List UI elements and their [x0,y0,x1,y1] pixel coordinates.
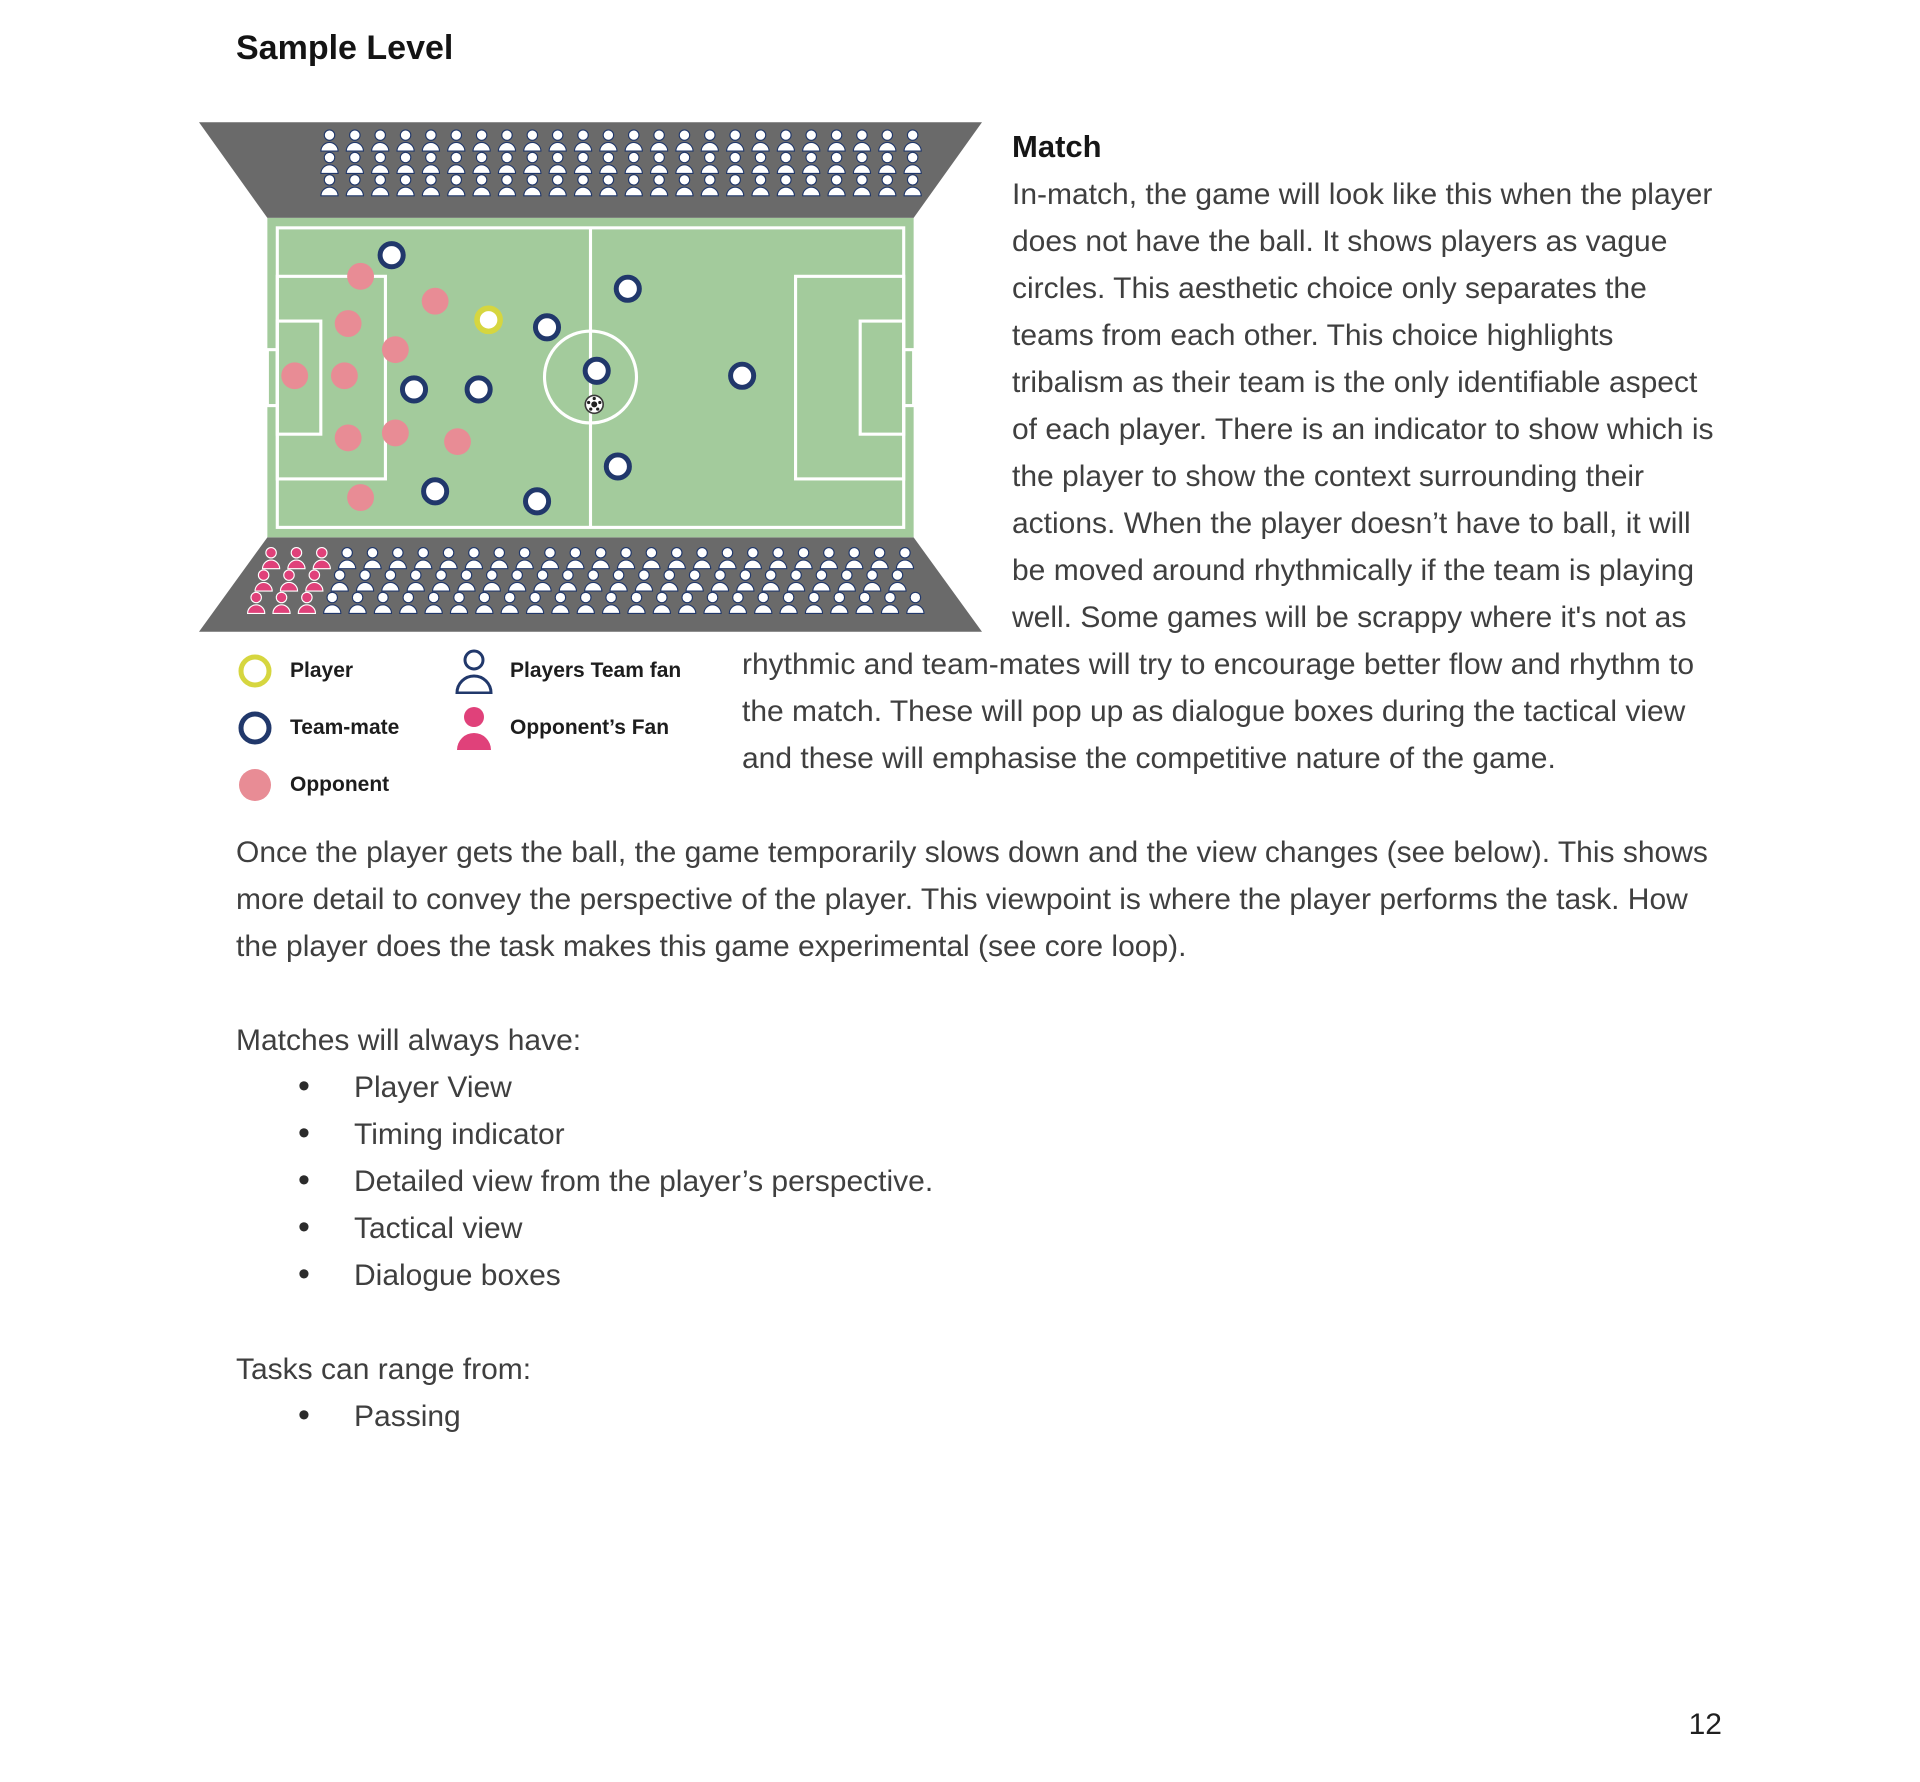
list-item: • Player View [236,1064,1727,1111]
match-paragraph-1: In-match, the game will look like this when the player does not have the ball. It shows players as vague circles. This aesthetic choice only separates the teams from each other. This choice highlights tribalism as their team is the only identifiable aspect of each player. There is an indicator to show which is the player to show the context surrounding their actions. When the player doesn’t have to ball, it will be moved around rhythmically if the team is playing well. Some games will be scrappy where it's not as rhythmic and team-mates will try to encourage better flow and rhythm to the match. These will pop up as dialogue boxes during the tactical view and these will emphasise the competitive nature of the game. [742,178,1714,775]
legend [236,642,706,813]
legend-label: Opponent’s Fan [510,715,670,739]
always-have-list [236,1064,1727,1299]
list-item: • Dialogue boxes [236,1252,1727,1299]
player-circle-icon [236,652,274,690]
list-item: • Timing indicator [236,1111,1727,1158]
match-section [236,122,1727,1487]
legend-label: Players Team fan [510,658,682,682]
match-paragraph-2: Once the player gets the ball, the game temporarily slows down and the view changes (see below). This shows more detail to convey the perspective of the player. This viewpoint is where the player performs the task. How the player does the task makes this game experimental (see core loop). [236,836,1708,963]
legend-grid [236,642,706,813]
match-heading: Match [1012,129,1102,164]
tasks-list [236,1393,1727,1440]
team-fan-icon [454,648,494,694]
legend-item-opponent [236,766,454,804]
stadium-diagram-svg [199,122,982,632]
legend-item-opponent-fan [454,705,706,751]
opponent-fan-icon [454,705,494,751]
tasks-intro: Tasks can range from: [236,1353,532,1386]
list-item: • Detailed view from the player’s perspective. [236,1158,1727,1205]
page-title: Sample Level [236,29,454,67]
match-diagram [199,122,982,632]
list-item: • Tactical view [236,1205,1727,1252]
legend-item-teammate [236,709,454,747]
legend-label: Player [290,658,354,682]
opponent-circle-icon [236,766,274,804]
page-number: 12 [1688,1708,1722,1741]
list-item: • Passing [236,1393,1727,1440]
teammate-circle-icon [236,709,274,747]
legend-item-player [236,652,454,690]
legend-item-team-fan [454,648,706,694]
always-have-intro: Matches will always have: [236,1024,582,1057]
legend-label: Team-mate [290,715,400,739]
legend-label: Opponent [290,772,390,796]
